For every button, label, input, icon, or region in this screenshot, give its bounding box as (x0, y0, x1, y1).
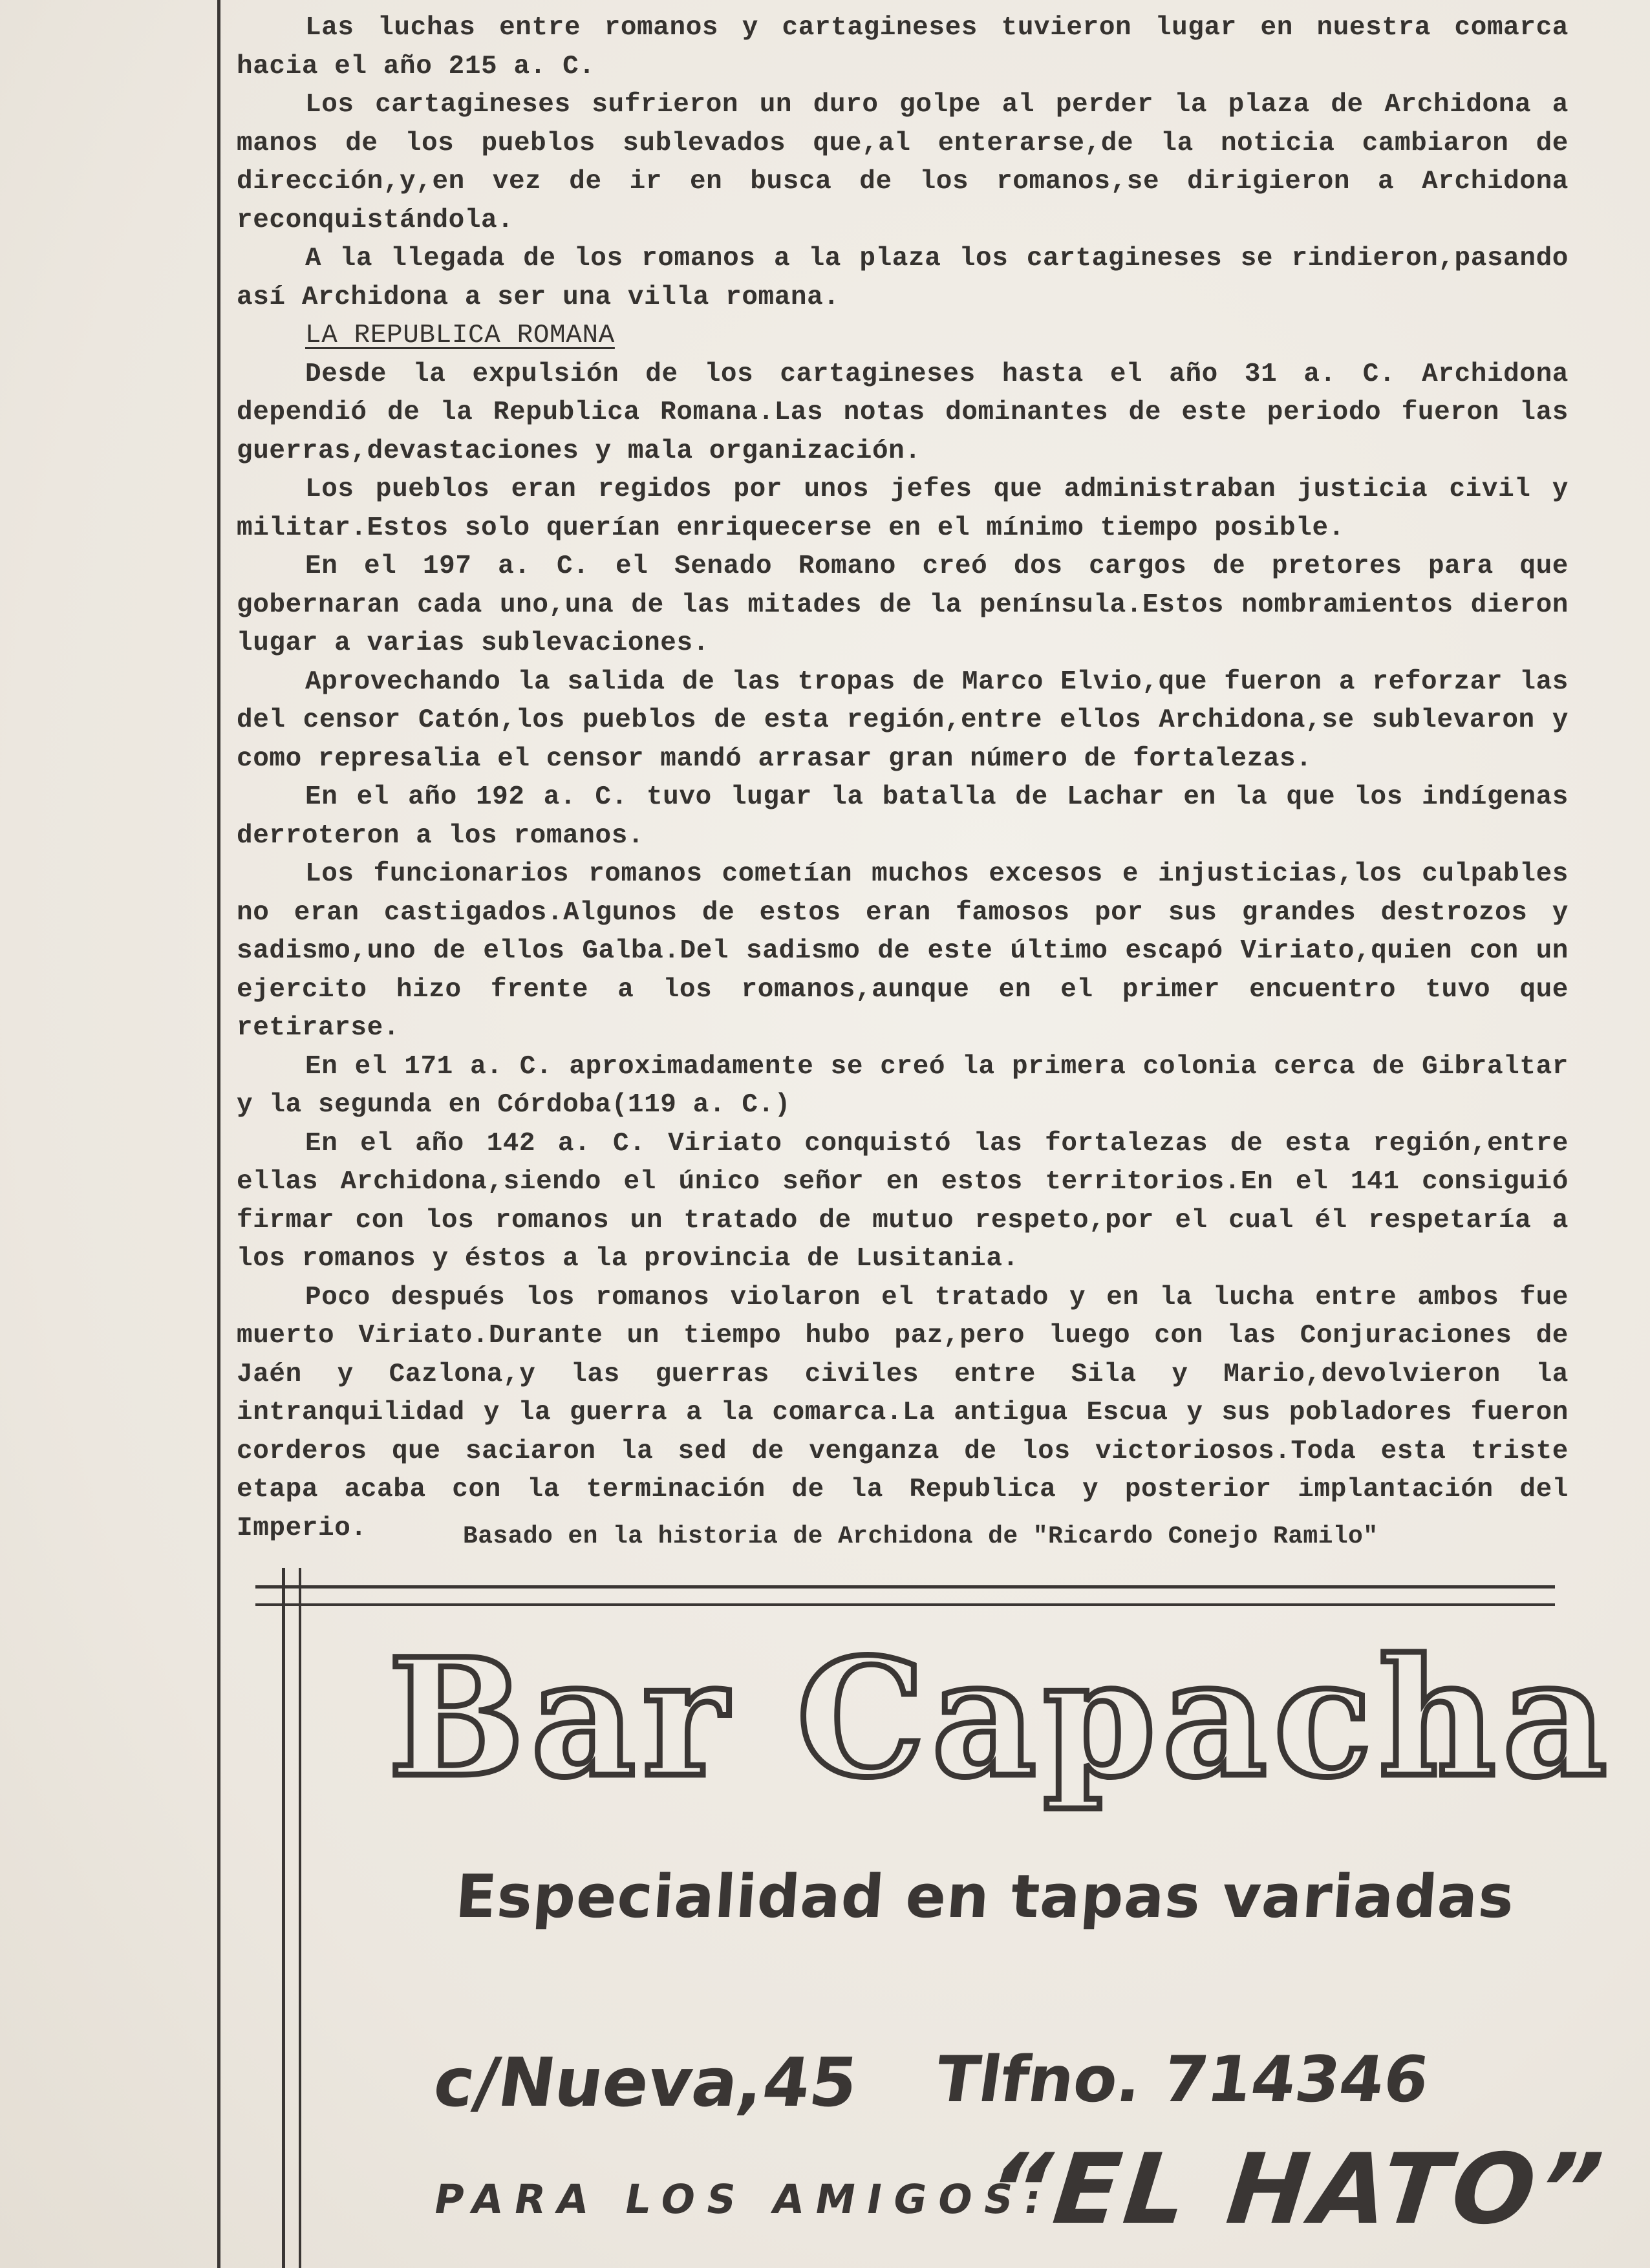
ad-phone: Tlfno. 714346 (930, 2043, 1433, 2117)
ad-dedication: PARA LOS AMIGOS: (430, 2176, 1056, 2223)
paragraph-10: En el 171 a. C. aproximadamente se creó la primera colonia cerca de Gibraltar y la segunda en Córdoba(119 a. C.) (237, 1051, 1569, 1120)
ad-address: c/Nueva,45 (429, 2043, 863, 2122)
paragraph-6: En el 197 a. C. el Senado Romano creó dos cargos de pretores para que gobernaran cada uno,una de las mitades de la península.Estos nombramientos dieron lugar a varias sublevaciones. (237, 551, 1569, 658)
paragraph-9: Los funcionarios romanos cometían muchos excesos e injusticias,los culpables no eran castigados.Algunos de estos eran famosos por sus grandes destrozos y sadismo,uno de ellos Galba.Del sadismo de este último escapó Viriato,quien con un ejercito hizo frente a los romanos,aunque en el primer encuentro tuvo que retirarse. (237, 859, 1569, 1043)
section-heading: LA REPUBLICA ROMANA (305, 321, 615, 350)
paragraph-7: Aprovechando la salida de las tropas de Marco Elvio,que fueron a reforzar las del censor Catón,los pueblos de esta región,entre ellos Archidona,se sublevaron y como represalia el censor mandó arrasar gran número de fortalezas. (237, 667, 1569, 774)
paragraph-5: Los pueblos eran regidos por unos jefes que administraban justicia civil y militar.Estos solo querían enriquecerse en el mínimo tiempo posible. (237, 475, 1569, 543)
ad-dedicatee: “EL HATO” (981, 2134, 1611, 2246)
paragraph-1: Las luchas entre romanos y cartagineses tuvieron lugar en nuestra comarca hacia el año 215 a. C. (237, 13, 1569, 81)
paragraph-11: En el año 142 a. C. Viriato conquistó las fortalezas de esta región,entre ellas Archidona,siendo el único señor en estos territorios.En el 141 consiguió firmar con los romanos un tratado de mutuo respeto,por el cual él respetaría a los romanos y éstos a la provincia de Lusitania. (237, 1128, 1569, 1274)
left-margin-rule (217, 0, 220, 2268)
ad-frame-top-rule (255, 1585, 1555, 1589)
ad-frame-top-rule-inner (255, 1603, 1555, 1606)
ad-frame-left-rule (282, 1568, 285, 2268)
paragraph-3: A la llegada de los romanos a la plaza los cartagineses se rindieron,pasando así Archidona a ser una villa romana. (237, 244, 1569, 312)
source-citation: Basado en la historia de Archidona de "Ricardo Conejo Ramilo" (463, 1523, 1378, 1550)
paragraph-2: Los cartagineses sufrieron un duro golpe al perder la plaza de Archidona a manos de los pueblos sublevados que,al enterarse,de la noticia cambiaron de dirección,y,en vez de ir en busca de los romanos,se dirigieron a Archidona reconquistándola. (237, 90, 1569, 235)
paragraph-8: En el año 192 a. C. tuvo lugar la batalla de Lachar en la que los indígenas derroteron a los romanos. (237, 782, 1569, 851)
ad-frame-left-rule-inner (299, 1568, 301, 2268)
article-body (237, 9, 1569, 1548)
ad-bar-name: Bar Capacha (388, 1623, 1614, 1813)
paragraph-12: Poco después los romanos violaron el tratado y en la lucha entre ambos fue muerto Viriato.Durante un tiempo hubo paz,pero luego con las Conjuraciones de Jaén y Cazlona,y las guerras civiles entre Sila y Mario,devolvieron la intranquilidad y la guerra a la comarca.La antigua Escua y sus pobladores fueron corderos que saciaron la sed de venganza de los victoriosos.Toda esta triste etapa acaba con la terminación de la Republica y posterior implantación del Imperio. (237, 1282, 1569, 1543)
ad-specialty: Especialidad en tapas variadas (453, 1862, 1517, 1931)
paragraph-4: Desde la expulsión de los cartagineses hasta el año 31 a. C. Archidona dependió de la Republica Romana.Las notas dominantes de este periodo fueron las guerras,devastaciones y mala organización. (237, 359, 1569, 466)
